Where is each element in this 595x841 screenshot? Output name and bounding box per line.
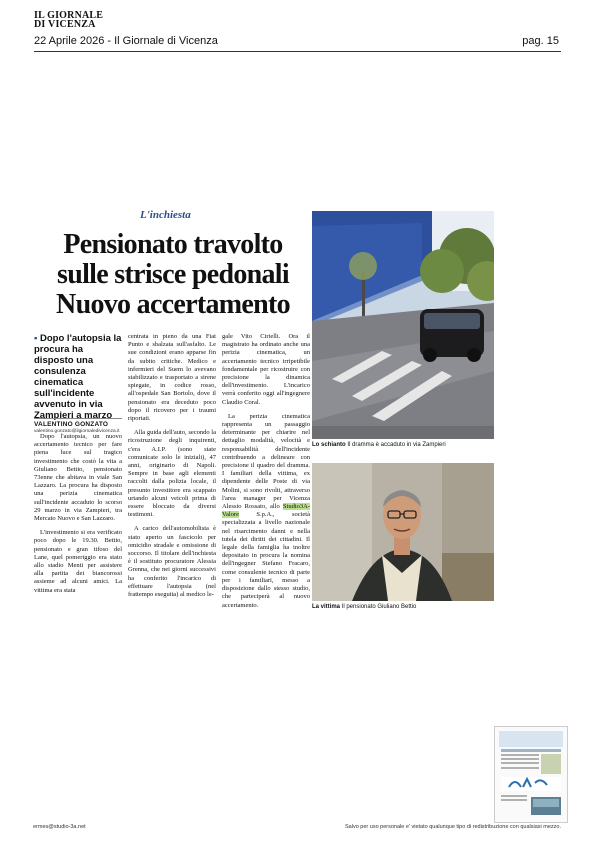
article-headline	[34, 230, 312, 320]
summary-text: Dopo l'autopsia la procura ha disposto una consulenza cinematica sull'incidente avvenuto in via Zampieri a marzo	[34, 333, 122, 421]
article-column-3	[222, 333, 310, 616]
date-source: 22 Aprile 2026 - Il Giornale di Vicenza	[34, 35, 218, 47]
paragraph: L'investimento si era verificato poco dopo le 19.30. Bettio, pensionato e gran tifoso del Lane, quel pomeriggio era stato allo stadio Menti per assistere alla partita dei biancorossi assieme ad alcuni amici. La vittima era stata	[34, 529, 122, 594]
byline	[34, 418, 122, 434]
paragraph: Alla guida dell'auto, secondo la ricostruzione degli inquirenti, c'era A.I.P. (sono state comunicate solo le iniziali), 47 anni, originario di Napoli. Sempre in base agli elementi raccolti dalla polizia locale, il presunto investitore era scappato urtando alcuni veicoli prima di essere bloccato da diversi testimoni.	[128, 429, 216, 519]
paragraph: gale Vito Cirielli. Ora il magistrato ha ordinato anche una perizia cinematica, un accertamento tecnico irripetibile fondamentale per ricostruire con precisione la dinamica dell'investimento. L'incarico verrà conferito oggi all'ingegnere Claudio Coral.	[222, 333, 310, 406]
headline-line-1: Pensionato travolto	[63, 229, 283, 260]
paragraph-text: S.p.A., società specializzata a livello nazionale nel risarcimento danni e nella tutela dei diritti dei cittadini. Il legale della famiglia ha inoltre depositato in procura la nomina dell'ingegner Stefano Fracaro, come consulente tecnico di parte per i familiari, messo a disposizione dallo stesso studio, che parteciperà al nuovo accertamento.	[222, 511, 310, 609]
page-thumbnail	[494, 726, 568, 823]
paragraph-text: La perizia cinematica rappresenta un passaggio determinante per chiarire nel dettaglio modalità, velocità e responsabilità dell'incidente contribuendo a delineare con precisione il quadro del dramma. I familiari della vittima, ex dipendente delle Poste di via Molini, si sono rivolti, attraverso l'area manager per Vicenza Alessio Rossato, allo	[222, 412, 310, 511]
photo-caption-2	[312, 604, 494, 611]
bullet-icon: ▪	[34, 333, 41, 344]
article-rubric: L'inchiesta	[140, 209, 191, 221]
photo-portrait	[312, 463, 494, 601]
caption-text: Il dramma è accaduto in via Zampieri	[345, 442, 446, 448]
photo-caption-1	[312, 442, 494, 449]
author-name: VALENTINO GONZATO	[34, 421, 109, 428]
paragraph: Dopo l'autopsia, un nuovo accertamento tecnico per fare piena luce sul tragico investimento che costò la vita a Giuliano Bettio, pensionato 73enne che abitava in viale San Lazzaro. La procura ha disposto una perizia cinematica sull'incidente accaduto lo scorso 29 marzo in via Zampieri, tra Mercato Nuovo e San Lazzaro.	[34, 433, 122, 523]
paragraph	[222, 413, 310, 610]
caption-bold: Lo schianto	[312, 442, 346, 448]
caption-bold: La vittima	[312, 604, 341, 610]
footer-disclaimer: Salvo per uso personale e' vietato qualunque tipo di redistribuzione con qualsiasi mezzo.	[345, 824, 561, 830]
article-summary	[34, 333, 122, 421]
author-email: valentino.gonzato@ilgiornaledivicenza.it	[34, 429, 120, 434]
page-number: pag. 15	[522, 35, 559, 47]
masthead-logo	[34, 11, 103, 29]
article-clipping	[32, 205, 494, 610]
caption-text: Il pensionato Giuliano Bettio	[340, 604, 417, 610]
article-column-2	[128, 333, 216, 605]
article-column-1	[34, 433, 122, 601]
headline-line-2: sulle strisce pedonali	[57, 259, 289, 290]
paragraph: A carico dell'automobilista è stato aperto un fascicolo per omicidio stradale e omissione di soccorso. Il titolare dell'inchiesta è il sostituto procuratore Alessia Grenna, che nei giorni successivi ha conferito l'incarico di effettuare l'autopsia (nel frattempo eseguita) al medico le-	[128, 525, 216, 599]
headline-line-3: Nuovo accertamento	[56, 289, 290, 320]
header-divider	[34, 51, 561, 52]
highlighted-company-name: Studio3A-Valore	[222, 503, 310, 519]
photo-street-scene	[312, 211, 494, 439]
paragraph: centrata in pieno da una Fiat Punto e sbalzata sull'asfalto. Le sue condizioni erano apparse fin da subito critiche. Medico e infermieri del Suem lo avevano stabilizzato e trasportato a sirene spiegate, in codice rosso, all'ospedale San Bortolo, dove il pensionato era deceduto poco dopo il ricovero per i traumi riportati.	[128, 333, 216, 423]
masthead-line-2: DI VICENZA	[34, 19, 96, 30]
masthead-line-1: IL GIORNALE	[34, 10, 104, 21]
footer-email: ermes@studio-3a.net	[33, 824, 86, 830]
